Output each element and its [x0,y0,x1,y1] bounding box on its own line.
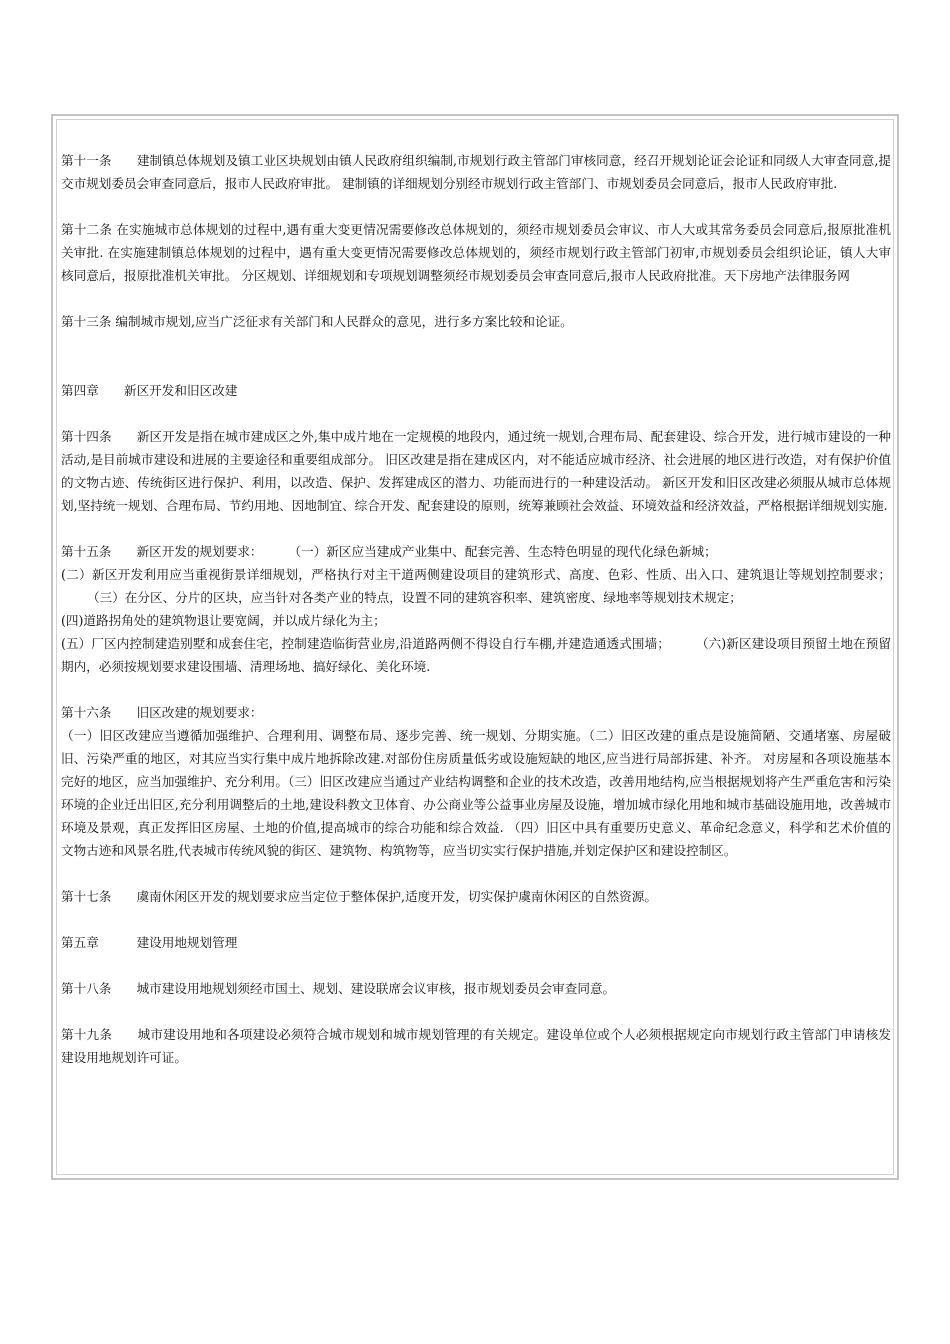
article-11: 第十一条 建制镇总体规划及镇工业区块规划由镇人民政府组织编制,市规划行政主管部门审核同意，经召开规划论证会论证和同级人大审查同意,提交市规划委员会审查同意后，报市人民政府审批。 建制镇的详细规划分别经市规划行政主管部门、市规划委员会同意后，报市人民政府审批. [61,153,891,191]
article-15-heading: 第十五条 新区开发的规划要求： [61,544,263,559]
article-15-item-5: (五）厂区内控制建造别墅和成套住宅，控制建造临街营业房,沿道路两侧不得设自行车棚,并建造通透式围墙； [61,636,670,651]
article-14: 第十四条 新区开发是指在城市建成区之外,集中成片地在一定规模的地段内，通过统一规划,合理布局、配套建设、综合开发，进行城市建设的一种活动,是目前城市建设和进展的主要途径和重要组成部分。 旧区改建是指在建成区内，对不能适应城市经济、社会进展的地区进行改造，对有保护价值的文物古迹、传统街区进行保护、利用，以改造、保护、发挥建成区的潜力、功能而进行的一种建设活动。 新区开发和旧区改建必须服从城市总体规划,坚持统一规划、合理布局、节约用地、因地制宜、综合开发、配套建设的原则，统筹兼顾社会效益、环境效益和经济效益，严格根据详细规划实施. [61,429,891,513]
article-15-item-2: (二）新区开发利用应当重视街景详细规划，严格执行对主干道两侧建设项目的建筑形式、高度、色彩、性质、出入口、建筑退让等规划控制要求； [61,567,891,582]
article-15-item-4: (四)道路拐角处的建筑物退让要宽阔，并以成片绿化为主； [61,613,386,628]
article-13: 第十三条 编制城市规划,应当广泛征求有关部门和人民群众的意见，进行多方案比较和论证。 [61,314,573,329]
document-inner-border [56,119,894,1175]
article-15-item-6: （六)新区建设项目预留土地在预留期内，必须按规划要求建设围墙、清理场地、搞好绿化、美化环境. [61,636,891,674]
article-16-body: （一）旧区改建应当遵循加强维护、合理利用、调整布局、逐步完善、统一规划、分期实施。（二）旧区改建的重点是设施简陋、交通堵塞、房屋破旧、污染严重的地区，对其应当实行集中成片地拆除改建.对部份住房质量低劣或设施短缺的地区,应当进行局部拆建、补齐。 对房屋和各项设施基本完好的地区，应当加强维护、充分利用。（三）旧区改建应当通过产业结构调整和企业的技术改造，改善用地结构,应当根据规划将产生严重危害和污染环境的企业迁出旧区,充分利用调整后的土地,建设科教文卫体育、办公商业等公益事业房屋及设施，增加城市绿化用地和城市基础设施用地，改善城市环境及景观，真正发挥旧区房屋、土地的价值,提高城市的综合功能和综合效益. （四）旧区中具有重要历史意义、革命纪念意义，科学和艺术价值的文物古迹和风景名胜,代表城市传统风貌的街区、建筑物、构筑物等，应当切实实行保护措施,并划定保护区和建设控制区。 [61,728,891,858]
article-15-item-5-6 [61,632,891,678]
chapter-5-heading: 第五章 建设用地规划管理 [61,935,238,950]
chapter-4-heading: 第四章 新区开发和旧区改建 [61,383,238,398]
article-19: 第十九条 城市建设用地和各项建设必须符合城市规划和城市规划管理的有关规定。建设单位或个人必须根据规定向市规划行政主管部门申请核发建设用地规划许可证。 [61,1027,891,1065]
article-17: 第十七条 虞南休闲区开发的规划要求应当定位于整体保护,适度开发，切实保护虞南休闲区的自然资源。 [61,889,657,904]
article-16-heading: 第十六条 旧区改建的规划要求： [61,705,263,720]
article-18: 第十八条 城市建设用地规划须经市国土、规划、建设联席会议审核，报市规划委员会审查同意。 [61,981,616,996]
article-12: 第十二条 在实施城市总体规划的过程中,遇有重大变更情况需要修改总体规划的，须经市规划委员会审议、市人大或其常务委员会同意后,报原批准机关审批. 在实施建制镇总体规划的过程中，遇有重大变更情况需要修改总体规划的，须经市规划行政主管部门初审,市规划委员会组织论证，镇人大审核同意后，报原批准机关审批。 分区规划、详细规划和专项规划调整须经市规划委员会审查同意后,报市人民政府批准。天下房地产法律服务网 [61,222,891,283]
article-15-item-2-3 [61,563,891,609]
article-15 [61,540,891,563]
article-15-item-1: （一）新区应当建成产业集中、配套完善、生态特色明显的现代化绿色新城； [288,544,717,559]
document-frame [51,114,899,1180]
regulation-text [61,149,891,1069]
article-15-item-3: （三）在分区、分片的区块，应当针对各类产业的特点，设置不同的建筑容积率、建筑密度、绿地率等规划技术规定； [87,590,742,605]
